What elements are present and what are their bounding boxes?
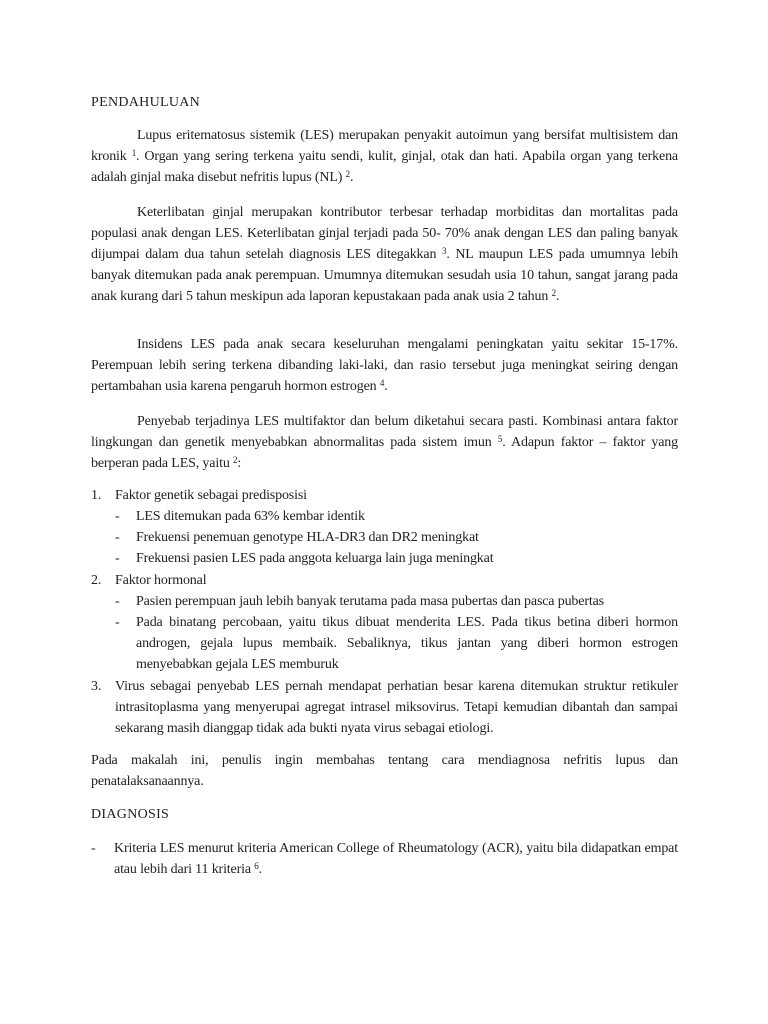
- reference-marker: 2: [551, 288, 556, 298]
- section-heading-pendahuluan: PENDAHULUAN: [91, 95, 201, 110]
- paragraph-text: Insidens LES pada anak secara keseluruhan mengalami peningkatan yaitu sekitar 15-17%. Perempuan lebih sering terkena dibanding laki-laki, dan rasio tersebut juga meningkat seiring dengan pertambahan usia karena pengaruh hormon estrogen: [91, 337, 678, 394]
- paragraph-intro-3: [91, 334, 678, 397]
- paragraph-text: . NL maupun LES pada umumnya lebih banyak ditemukan pada anak perempuan. Umumnya ditemukan sesudah usia 10 tahun, sangat jarang pada anak kurang dari 5 tahun meskipun ada laporan kepustakaan pada anak usia 2 tahun: [91, 247, 678, 304]
- sub-list-item: [115, 612, 678, 675]
- paragraph-text: Kriteria LES menurut kriteria American College of Rheumatology (ACR), yaitu bila didapatkan empat atau lebih dari 11 kriteria: [114, 841, 678, 877]
- list-item-text: Virus sebagai penyebab LES pernah mendapat perhatian besar karena ditemukan struktur retikuler intrasitoplasma yang menyerupai agregat intrasel miksovirus. Tetapi kemudian dibantah dan sampai sekarang masih dianggap tidak ada bukti nyata virus sebagai etiologi.: [115, 679, 678, 736]
- dash-bullet: -: [115, 509, 120, 524]
- sub-list-item: [115, 527, 678, 548]
- reference-marker: 6: [254, 861, 259, 871]
- list-item-text: Faktor genetik sebagai predisposisi: [115, 488, 307, 503]
- paragraph-text: . Organ yang sering terkena yaitu sendi, kulit, ginjal, otak dan hati. Apabila organ yang terkena adalah ginjal maka disebut nefritis lupus (NL): [91, 149, 678, 185]
- list-item-genetic: [91, 485, 678, 506]
- criteria-text: [114, 838, 678, 880]
- sub-list-item-text: Pasien perempuan jauh lebih banyak terutama pada masa pubertas dan pasca pubertas: [136, 594, 604, 609]
- list-item-text: Faktor hormonal: [115, 573, 207, 588]
- paragraph-text: Penyebab terjadinya LES multifaktor dan belum diketahui secara pasti. Kombinasi antara faktor lingkungan dan genetik menyebabkan abnormalitas pada sistem imun: [91, 414, 678, 450]
- sub-list-item-text: LES ditemukan pada 63% kembar identik: [136, 509, 365, 524]
- sub-list-item: [115, 548, 678, 569]
- sub-list-item: [115, 591, 678, 612]
- paragraph-intro-4: [91, 411, 678, 474]
- paragraph-text: :: [237, 456, 242, 471]
- sub-list-item-text: Frekuensi penemuan genotype HLA-DR3 dan DR2 meningkat: [136, 530, 479, 545]
- list-item-hormonal: [91, 570, 678, 591]
- criteria-item: [91, 838, 678, 880]
- dash-bullet: -: [115, 594, 120, 609]
- dash-bullet: -: [91, 841, 96, 856]
- paragraph-text: .: [258, 862, 262, 877]
- paragraph-intro-2: [91, 202, 678, 307]
- reference-marker: 5: [497, 434, 503, 444]
- list-number: 3.: [91, 679, 102, 694]
- paragraph-text: .: [555, 289, 560, 304]
- reference-marker: 1: [131, 148, 137, 158]
- sub-list-item-text: Pada binatang percobaan, yaitu tikus dibuat menderita LES. Pada tikus betina diberi hormon androgen, gejala lupus membaik. Sebaliknya, tikus jantan yang diberi hormon estrogen menyebabkan gejala LES memburuk: [136, 615, 678, 672]
- paragraph-intro-1: [91, 125, 678, 188]
- dash-bullet: -: [115, 615, 120, 630]
- reference-marker: 3: [441, 246, 447, 256]
- paragraph-text: Lupus eritematosus sistemik (LES) merupakan penyakit autoimun yang bersifat multisistem dan kronik: [91, 128, 678, 164]
- paragraph-text: .: [384, 379, 388, 394]
- sub-list-item: [115, 506, 678, 527]
- paragraph-intro-5: Pada makalah ini, penulis ingin membahas tentang cara mendiagnosa nefritis lupus dan penatalaksanaannya.: [91, 753, 678, 789]
- dash-bullet: -: [115, 551, 120, 566]
- paragraph-text: Keterlibatan ginjal merupakan kontributor terbesar terhadap morbiditas dan mortalitas pada populasi anak dengan LES. Keterlibatan ginjal terjadi pada 50- 70% anak dengan LES dan paling banyak dijumpai dalam dua tahun setelah diagnosis LES ditegakkan: [91, 205, 678, 262]
- list-number: 2.: [91, 573, 102, 588]
- sub-list-item-text: Frekuensi pasien LES pada anggota keluarga lain juga meningkat: [136, 551, 494, 566]
- reference-marker: 2: [233, 455, 238, 465]
- list-item-virus: [91, 676, 678, 739]
- reference-marker: 4: [379, 378, 385, 388]
- dash-bullet: -: [115, 530, 120, 545]
- section-heading-diagnosis: DIAGNOSIS: [91, 807, 170, 822]
- paragraph-text: .: [349, 170, 354, 185]
- list-number: 1.: [91, 488, 102, 503]
- reference-marker: 2: [345, 169, 350, 179]
- paragraph-text: . Adapun faktor – faktor yang berperan pada LES, yaitu: [91, 435, 678, 471]
